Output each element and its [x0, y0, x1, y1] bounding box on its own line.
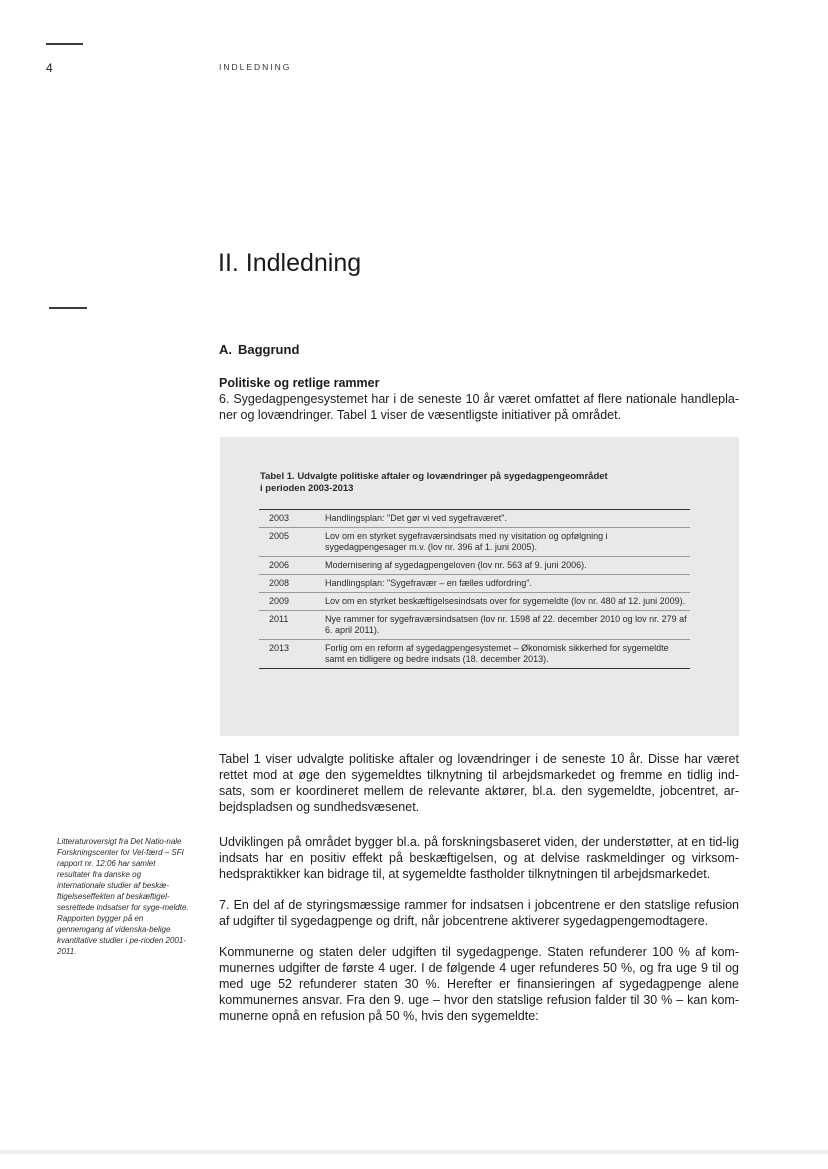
table-title-line1: Udvalgte politiske aftaler og lovændringer på sygedagpengeområdet: [297, 471, 608, 482]
paragraph-7: 7. En del af de styringsmæssige rammer for indsatsen i jobcentrene er den statslige refusion af udgifter til sygedagpenge og drift, når jobcentrene aktiverer sygedagpengemodtagere.: [219, 898, 739, 928]
paragraph-6: 6. Sygedagpengesystemet har i de seneste 10 år været omfattet af flere nationale handlepla-ner og lovændringer. Tabel 1 viser de væsentligste initiativer på området.: [219, 392, 739, 422]
table-title: [260, 471, 608, 495]
paragraph-table-summary: Tabel 1 viser udvalgte politiske aftaler og lovændringer i de seneste 10 år. Disse har været rettet mod at øge den sygemeldtes tilknytning til arbejdsmarkedet og fremme en tidlig ind-sats, som er koordineret mellem de relevante aktører, bl.a. den sygemeldte, jobcentret, ar-bejdspladsen og sundhedsvæsenet.: [219, 752, 739, 814]
section-letter: A.: [219, 342, 232, 357]
row-year: 2005: [269, 531, 290, 541]
paragraph-development: Udviklingen på området bygger bl.a. på forskningsbaseret viden, der understøtter, at en tid-lig indsats har en positiv effekt på beskæftigelsen, og at delvise raskmeldinger og virksom-hedspraktikker kan bidrage til, at sygemeldte fastholder tilknytningen til arbejdsmarkedet.: [219, 835, 739, 881]
section-title: Baggrund: [238, 342, 300, 357]
section-heading: [219, 342, 299, 357]
top-rule: [46, 43, 83, 45]
row-text: Forlig om en reform af sygedagpengesystemet – Økonomisk sikkerhed for sygemeldte samt en tidligere og bedre indsats (18. december 2013).: [325, 643, 669, 664]
table-row: [259, 510, 690, 528]
row-text: Nye rammer for sygefraværsindsatsen (lov nr. 1598 af 22. december 2010 og lov nr. 279 af 6. april 2011).: [325, 614, 687, 635]
running-head: INDLEDNING: [219, 62, 292, 72]
table-label: Tabel 1.: [260, 471, 295, 482]
row-year: 2008: [269, 578, 290, 588]
chapter-title: II. Indledning: [218, 249, 362, 277]
table-row: [259, 528, 690, 557]
table-row: [259, 611, 690, 640]
row-year: 2013: [269, 643, 290, 653]
table-row: [259, 640, 690, 669]
margin-rule: [49, 307, 87, 309]
row-text: Lov om en styrket beskæftigelsesindsats over for sygemeldte (lov nr. 480 af 12. juni 2009).: [325, 596, 686, 606]
row-text: Handlingsplan: "Det gør vi ved sygefraværet".: [325, 513, 507, 523]
row-year: 2009: [269, 596, 290, 606]
row-year: 2011: [269, 614, 289, 624]
row-text: Handlingsplan: "Sygefravær – en fælles udfordring".: [325, 578, 532, 588]
row-year: 2003: [269, 513, 290, 523]
subsection-heading: Politiske og retlige rammer: [219, 376, 380, 390]
row-year: 2006: [269, 560, 290, 570]
row-text: Modernisering af sygedagpengeloven (lov nr. 563 af 9. juni 2006).: [325, 560, 587, 570]
table-row: [259, 593, 690, 611]
sidenote: Litteraturoversigt fra Det Natio-nale Forskningscenter for Vel-færd – SFI rapport nr. 12:06 har samlet resultater fra danske og internationale studier af beskæ-ftigelseseffekten af beskæftigel-sesrettede indsatser for syge-meldte. Rapporten bygger på en gennemgang af videnska-belige kvantitative studier i pe-rioden 2001-2011.: [57, 837, 189, 956]
page-number: 4: [46, 61, 53, 75]
table-row: [259, 575, 690, 593]
bottom-edge-shade: [0, 1150, 828, 1154]
table-row: [259, 557, 690, 575]
table-title-line2: i perioden 2003-2013: [260, 483, 354, 494]
policy-table: [259, 509, 690, 669]
row-text: Lov om en styrket sygefraværsindsats med ny visitation og opfølgning i sygedagpengesager m.v. (lov nr. 396 af 1. juni 2005).: [325, 531, 608, 552]
table-box: [220, 437, 739, 736]
paragraph-cost-sharing: Kommunerne og staten deler udgiften til sygedagpenge. Staten refunderer 100 % af kom-munernes udgifter de første 4 uger. I de følgende 4 uger refunderes 50 %, og fra uge 9 til og med uge 52 refunderer staten 30 %. Herefter er finansieringen af sygedagpenge alene kommunernes ansvar. Fra den 9. uge – hvor den statslige refusion falder til 30 % – kan kom-munerne opnå en refusion på 50 %, hvis den sygemeldte:: [219, 945, 739, 1023]
